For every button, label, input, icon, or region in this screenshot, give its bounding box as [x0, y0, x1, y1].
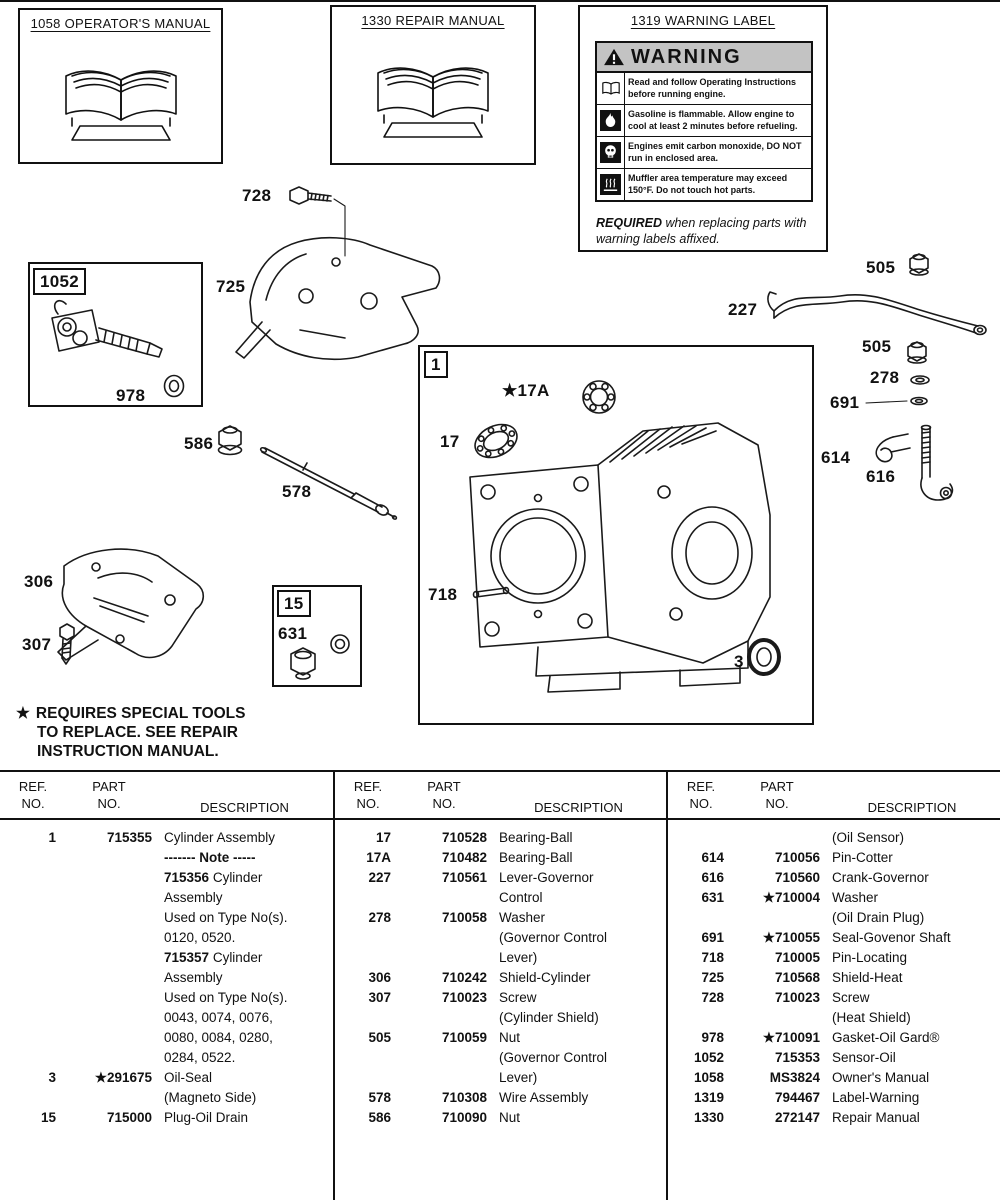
ref-no — [10, 1048, 56, 1068]
ref-no — [10, 968, 56, 988]
description: Cylinder Assembly — [164, 830, 276, 845]
part-no — [401, 928, 487, 948]
description: (Governor Control — [499, 930, 608, 945]
part-no — [401, 948, 487, 968]
table-row — [0, 888, 333, 908]
description: 0080, 0084, 0280, — [164, 1030, 273, 1045]
part-no: 710568 — [774, 970, 820, 985]
operators-manual-title — [20, 10, 221, 31]
ref-no — [10, 1008, 56, 1028]
table-row — [335, 1028, 666, 1048]
header-description-text: DESCRIPTION — [200, 800, 289, 815]
table-row — [0, 1008, 333, 1028]
special-tools-note — [16, 704, 245, 761]
table-row — [668, 928, 1000, 948]
description: Owner's Manual — [832, 1070, 930, 1085]
part-no: 715355 — [106, 830, 152, 845]
required-rest: when replacing parts with warning labels affixed. — [596, 216, 807, 246]
ref-no — [345, 888, 391, 908]
table-row — [668, 868, 1000, 888]
warning-item-text: Engines emit carbon monoxide, DO NOT run in enclosed area. — [628, 141, 802, 163]
part-no — [66, 908, 152, 928]
screw-307-drawing — [60, 624, 74, 664]
nut-586-drawing — [219, 426, 242, 455]
table-body-3 — [668, 820, 1000, 1128]
special-tools-note-text1: REQUIRES SPECIAL TOOLS — [35, 705, 246, 722]
description: (Heat Shield) — [832, 1010, 911, 1025]
part-no — [401, 1068, 487, 1088]
table-row — [668, 988, 1000, 1008]
callout-1: 1 — [424, 351, 448, 378]
header-ref-no — [10, 778, 56, 818]
ref-no: 725 — [701, 970, 724, 985]
ref-no: 15 — [40, 1110, 56, 1125]
table-row — [668, 1048, 1000, 1068]
part-no — [734, 828, 820, 848]
table-row — [0, 1048, 333, 1068]
part-no: ★710091 — [762, 1030, 820, 1045]
cylinder-shield-306-drawing — [58, 549, 203, 660]
callout-307: 307 — [22, 635, 52, 654]
warning-item — [597, 73, 811, 105]
ref-no: 17A — [366, 850, 391, 865]
bolt-728-drawing — [290, 187, 345, 256]
part-no — [401, 1008, 487, 1028]
ref-no: 616 — [701, 870, 724, 885]
description: Shield-Cylinder — [499, 970, 591, 985]
description: Used on Type No(s). — [164, 910, 288, 925]
operators-manual-box — [18, 8, 223, 164]
callout-616: 616 — [866, 467, 896, 486]
header-part-no — [66, 778, 152, 818]
table-body-2 — [335, 820, 666, 1128]
ref-no — [345, 1008, 391, 1028]
table-row — [335, 1108, 666, 1128]
ref-no: 718 — [701, 950, 724, 965]
description: Oil-Seal — [164, 1070, 213, 1085]
ref-no: 306 — [368, 970, 391, 985]
ref-no: 978 — [701, 1030, 724, 1045]
callout-306: 306 — [24, 572, 54, 591]
part-no: 710242 — [441, 970, 487, 985]
part-no: 710023 — [774, 990, 820, 1005]
table-header — [335, 772, 666, 820]
part-no — [734, 1008, 820, 1028]
ref-no: 1330 — [693, 1110, 724, 1125]
part-no — [66, 968, 152, 988]
warning-label — [595, 41, 813, 202]
header-ref-line1: REF. — [353, 779, 383, 794]
part-no — [734, 908, 820, 928]
table-row — [335, 1088, 666, 1108]
repair-manual-title-text: 1330 REPAIR MANUAL — [361, 13, 505, 28]
ref-no: 728 — [701, 990, 724, 1005]
part-no: 710059 — [441, 1030, 487, 1045]
part-no: 710560 — [774, 870, 820, 885]
callout-278: 278 — [870, 368, 900, 387]
callout-3: 3 — [734, 652, 744, 671]
part-no — [66, 1008, 152, 1028]
table-row — [335, 1068, 666, 1088]
part-no: 710005 — [774, 950, 820, 965]
header-description — [830, 799, 994, 818]
description: Bearing-Ball — [499, 850, 573, 865]
table-row — [0, 1108, 333, 1128]
part-no: 710090 — [441, 1110, 487, 1125]
part-no: 710056 — [774, 850, 820, 865]
warning-header — [597, 43, 811, 73]
part-no — [66, 928, 152, 948]
part-no: 710528 — [441, 830, 487, 845]
table-row — [335, 988, 666, 1008]
header-ref-line2: NO. — [21, 796, 45, 811]
description: 715357 Cylinder — [164, 950, 263, 965]
ref-no: 1058 — [693, 1070, 724, 1085]
callout-718: 718 — [428, 585, 458, 604]
ref-no: 586 — [368, 1110, 391, 1125]
ref-no: 1319 — [693, 1090, 724, 1105]
description: Seal-Govenor Shaft — [832, 930, 951, 945]
table-row — [335, 828, 666, 848]
ref-no: 614 — [701, 850, 724, 865]
table-row — [0, 1028, 333, 1048]
part-no: 710561 — [441, 870, 487, 885]
description: Pin-Locating — [832, 950, 908, 965]
callout-578: 578 — [282, 482, 312, 501]
table-row — [335, 928, 666, 948]
ref-no: 307 — [368, 990, 391, 1005]
callout-614: 614 — [821, 448, 851, 467]
header-part-line2: NO. — [432, 796, 456, 811]
header-part-line1: PART — [760, 779, 794, 794]
description: Repair Manual — [832, 1110, 920, 1125]
header-part-line2: NO. — [97, 796, 121, 811]
table-row — [0, 828, 333, 848]
header-description — [497, 799, 660, 818]
part-no: 715353 — [774, 1050, 820, 1065]
part-no — [66, 1088, 152, 1108]
crank-governor-616-drawing — [921, 426, 952, 501]
description: Lever) — [499, 1070, 538, 1085]
part-no: 710058 — [441, 910, 487, 925]
special-tools-note-text2: TO REPLACE. SEE REPAIR — [37, 724, 238, 741]
governor-lever-227-drawing — [768, 292, 986, 335]
ref-no: 278 — [368, 910, 391, 925]
ref-no — [678, 908, 724, 928]
ref-no: 1052 — [693, 1050, 724, 1065]
description: Used on Type No(s). — [164, 990, 288, 1005]
open-book-icon — [358, 39, 508, 144]
table-row — [335, 848, 666, 868]
description: Sensor-Oil — [832, 1050, 896, 1065]
header-part-no — [734, 778, 820, 818]
table-row — [668, 908, 1000, 928]
heat-shield-725-drawing — [236, 238, 439, 360]
part-no: ★710004 — [762, 890, 820, 905]
callout-505-top: 505 — [866, 258, 896, 277]
description: Lever) — [499, 950, 538, 965]
callout-227: 227 — [728, 300, 758, 319]
callout-728: 728 — [242, 186, 272, 205]
ref-no: 3 — [48, 1070, 56, 1085]
description: 0043, 0074, 0076, — [164, 1010, 273, 1025]
callout-978: 978 — [116, 386, 146, 405]
table-row — [668, 948, 1000, 968]
ref-no — [10, 1088, 56, 1108]
open-book-icon — [46, 42, 196, 147]
ref-no — [678, 828, 724, 848]
description: Nut — [499, 1110, 521, 1125]
description: Wire Assembly — [499, 1090, 589, 1105]
flame-icon — [597, 105, 625, 136]
table-row — [0, 968, 333, 988]
required-word: REQUIRED — [596, 216, 662, 230]
part-no: 272147 — [774, 1110, 820, 1125]
part-no: ★710055 — [762, 930, 820, 945]
description: Plug-Oil Drain — [164, 1110, 249, 1125]
part-no — [66, 948, 152, 968]
table-row — [335, 908, 666, 928]
ref-no — [345, 1068, 391, 1088]
required-note — [596, 215, 816, 247]
parts-table-column-2 — [333, 772, 666, 1200]
part-no: MS3824 — [769, 1070, 820, 1085]
description: Bearing-Ball — [499, 830, 573, 845]
parts-table-column-1 — [0, 772, 333, 1200]
table-header — [668, 772, 1000, 820]
part-no: 710482 — [441, 850, 487, 865]
table-row — [335, 888, 666, 908]
seal-691-drawing — [866, 398, 927, 405]
part-no — [401, 888, 487, 908]
ref-no: 227 — [368, 870, 391, 885]
ref-no: 578 — [368, 1090, 391, 1105]
header-description — [162, 799, 327, 818]
ref-no — [10, 888, 56, 908]
repair-manual-box — [330, 5, 536, 165]
description: (Governor Control — [499, 1050, 608, 1065]
warning-label-box — [578, 5, 828, 252]
table-row — [0, 868, 333, 888]
table-row — [668, 1068, 1000, 1088]
description: Screw — [499, 990, 537, 1005]
table-row — [335, 948, 666, 968]
description: ------- Note ----- — [164, 850, 256, 865]
warning-item — [597, 169, 811, 200]
table-body-1 — [0, 820, 333, 1128]
table-row — [0, 948, 333, 968]
cylinder-assembly-box — [418, 345, 814, 725]
description: Washer — [499, 910, 546, 925]
header-ref-line2: NO. — [689, 796, 713, 811]
description: Lever-Governor — [499, 870, 594, 885]
warning-word: WARNING — [631, 45, 742, 68]
hot-surface-icon — [597, 169, 625, 200]
header-part-line1: PART — [92, 779, 126, 794]
part-no — [66, 1028, 152, 1048]
description: (Cylinder Shield) — [499, 1010, 599, 1025]
header-part-line2: NO. — [765, 796, 789, 811]
table-row — [335, 868, 666, 888]
nut-505-lower-drawing — [908, 342, 926, 363]
book-icon — [597, 73, 625, 104]
table-row — [668, 1088, 1000, 1108]
table-row — [668, 828, 1000, 848]
part-no: ★291675 — [94, 1070, 152, 1085]
table-row — [668, 848, 1000, 868]
ref-no — [678, 1008, 724, 1028]
header-description-text: DESCRIPTION — [867, 800, 957, 815]
description: Assembly — [164, 890, 223, 905]
table-row — [668, 1028, 1000, 1048]
part-no: 715000 — [106, 1110, 152, 1125]
description: Gasket-Oil Gard® — [832, 1030, 940, 1045]
ref-no — [10, 1028, 56, 1048]
description: Shield-Heat — [832, 970, 903, 985]
nut-505-top-drawing — [910, 254, 928, 275]
ref-no — [345, 928, 391, 948]
skull-icon — [597, 137, 625, 168]
description: (Oil Sensor) — [832, 830, 905, 845]
table-row — [668, 968, 1000, 988]
description: 0284, 0522. — [164, 1050, 236, 1065]
callout-17: 17 — [440, 432, 460, 451]
part-no: 794467 — [774, 1090, 820, 1105]
description: Assembly — [164, 970, 223, 985]
header-part-no — [401, 778, 487, 818]
description: 715356 Cylinder — [164, 870, 263, 885]
table-row — [668, 888, 1000, 908]
description: (Magneto Side) — [164, 1090, 257, 1105]
callout-505-lower: 505 — [862, 337, 892, 356]
part-no — [66, 888, 152, 908]
ref-no — [10, 868, 56, 888]
part-no — [66, 848, 152, 868]
ref-no: 17 — [375, 830, 391, 845]
warning-label-title — [580, 7, 826, 28]
page-top-rule — [0, 0, 1000, 2]
wire-assembly-578-drawing — [260, 447, 397, 520]
callout-17a: ★17A — [502, 381, 550, 400]
description: Crank-Governor — [832, 870, 929, 885]
ref-no: 631 — [701, 890, 724, 905]
table-row — [335, 968, 666, 988]
callout-1052: 1052 — [33, 268, 86, 295]
operators-manual-title-text: 1058 OPERATOR'S MANUAL — [30, 16, 211, 31]
table-row — [0, 908, 333, 928]
ref-no — [10, 908, 56, 928]
part-no — [66, 868, 152, 888]
special-tools-note-line1 — [16, 704, 245, 723]
description: Label-Warning — [832, 1090, 920, 1105]
header-ref-line2: NO. — [356, 796, 380, 811]
table-row — [668, 1108, 1000, 1128]
header-part-line1: PART — [427, 779, 461, 794]
star-icon: ★ — [16, 705, 30, 722]
washer-278-drawing — [911, 376, 929, 384]
ref-no: 505 — [368, 1030, 391, 1045]
callout-725: 725 — [216, 277, 246, 296]
part-no — [66, 988, 152, 1008]
table-row — [0, 988, 333, 1008]
special-tools-note-text3: INSTRUCTION MANUAL. — [37, 743, 219, 760]
description: Control — [499, 890, 543, 905]
ref-no: 1 — [48, 830, 56, 845]
warning-item — [597, 137, 811, 169]
ref-no — [10, 988, 56, 1008]
table-row — [335, 1048, 666, 1068]
header-ref-no — [678, 778, 724, 818]
table-row — [0, 1068, 333, 1088]
warning-item-text: Gasoline is flammable. Allow engine to cool at least 2 minutes before refueling. — [628, 109, 798, 131]
header-description-text: DESCRIPTION — [534, 800, 623, 815]
parts-table — [0, 770, 1000, 1200]
callout-691: 691 — [830, 393, 860, 412]
description: Pin-Cotter — [832, 850, 893, 865]
description: (Oil Drain Plug) — [832, 910, 925, 925]
ref-no: 691 — [701, 930, 724, 945]
callout-631: 631 — [278, 624, 308, 643]
ref-no — [10, 848, 56, 868]
table-row — [0, 848, 333, 868]
table-row — [335, 1008, 666, 1028]
header-ref-line1: REF. — [686, 779, 716, 794]
cotter-pin-614-drawing — [876, 434, 910, 462]
table-row — [0, 928, 333, 948]
table-row — [0, 1088, 333, 1108]
warning-item-text: Read and follow Operating Instructions before running engine. — [628, 77, 797, 99]
ref-no — [345, 948, 391, 968]
warning-item — [597, 105, 811, 137]
repair-manual-title — [332, 7, 534, 28]
callout-586: 586 — [184, 434, 214, 453]
part-no: 710023 — [441, 990, 487, 1005]
part-no — [66, 1048, 152, 1068]
ref-no — [10, 948, 56, 968]
part-no: 710308 — [441, 1090, 487, 1105]
callout-15: 15 — [277, 590, 311, 617]
warning-item-text: Muffler area temperature may exceed 150°F. Do not touch hot parts. — [628, 173, 788, 195]
header-ref-line1: REF. — [18, 779, 48, 794]
table-header — [0, 772, 333, 820]
description: Screw — [832, 990, 870, 1005]
description: 0120, 0520. — [164, 930, 236, 945]
warning-label-title-text: 1319 WARNING LABEL — [630, 13, 776, 28]
table-row — [668, 1008, 1000, 1028]
parts-table-column-3 — [666, 772, 1000, 1200]
ref-no — [345, 1048, 391, 1068]
description: Nut — [499, 1030, 521, 1045]
description: Washer — [832, 890, 879, 905]
header-ref-no — [345, 778, 391, 818]
warning-triangle-icon — [603, 48, 625, 66]
ref-no — [10, 928, 56, 948]
part-no — [401, 1048, 487, 1068]
